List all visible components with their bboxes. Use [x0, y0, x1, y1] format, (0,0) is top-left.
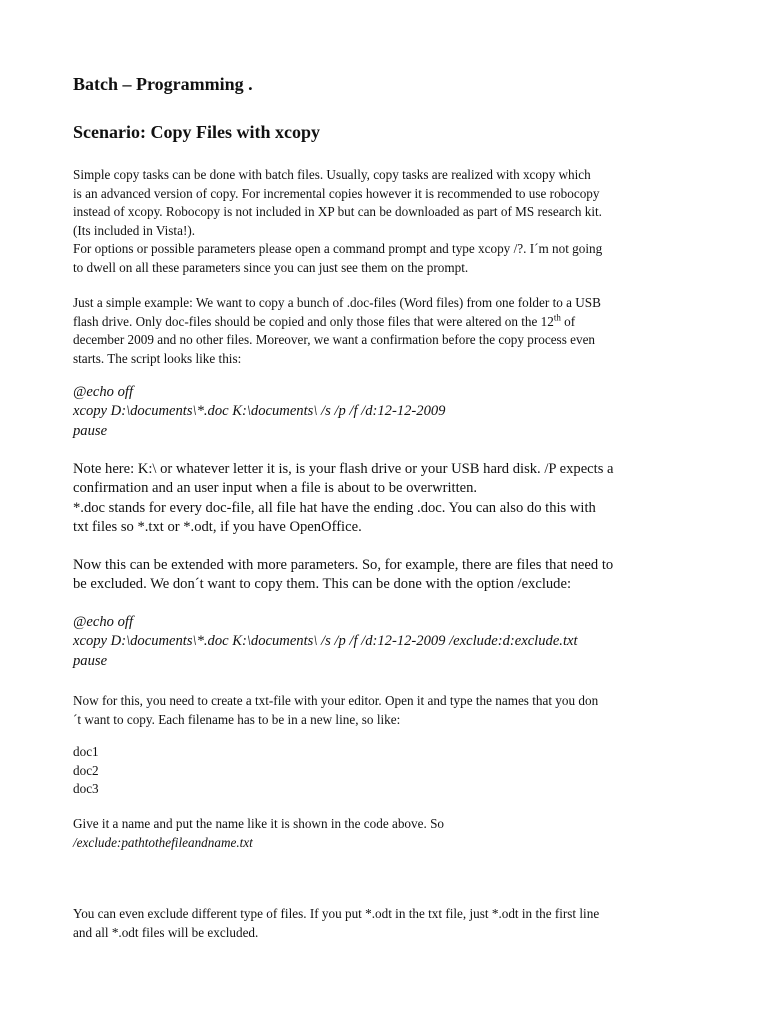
odt-line: and all *.odt files will be excluded.: [73, 924, 259, 940]
doc-list-item: doc3: [73, 781, 99, 796]
example-paragraph: [73, 294, 713, 368]
intro-line: For options or possible parameters please open a command prompt and type xcopy /?. I´m not going: [73, 241, 603, 256]
code-block-1: [73, 383, 713, 441]
example-text: flash drive. Only doc-files should be copied and only those files that were altered on the 12: [73, 313, 554, 329]
doc-list: [73, 743, 713, 799]
document-title: Batch – Programming .: [73, 74, 253, 94]
odt-paragraph: [73, 905, 713, 942]
note-line: *.doc stands for every doc-file, all file hat have the ending .doc. You can also do this with: [73, 499, 596, 516]
code-line: pause: [73, 422, 108, 439]
example-line: starts. The script looks like this:: [73, 350, 242, 366]
code-line: @echo off: [73, 384, 134, 400]
intro-paragraph: [73, 166, 713, 277]
txtfile-line: ´t want to copy. Each filename has to be in a new line, so like:: [73, 711, 401, 727]
code-line: xcopy D:\documents\*.doc K:\documents\ /s /p /f /d:12-12-2009: [73, 403, 446, 420]
give-name-paragraph: [73, 815, 713, 852]
example-text: of: [560, 313, 576, 329]
doc-list-item: doc1: [73, 744, 99, 759]
intro-line: Simple copy tasks can be done with batch files. Usually, copy tasks are realized with xcopy which: [73, 167, 591, 182]
code-line: pause: [73, 652, 108, 669]
txtfile-line: Now for this, you need to create a txt-file with your editor. Open it and type the names that you don: [73, 693, 599, 708]
doc-list-item: doc2: [73, 762, 99, 778]
example-line: Just a simple example: We want to copy a bunch of .doc-files (Word files) from one folder to a USB: [73, 295, 601, 310]
note-line: confirmation and an user input when a file is about to be overwritten.: [73, 480, 478, 497]
note-line: Note here: K:\ or whatever letter it is, is your flash drive or your USB hard disk. /P expects a: [73, 461, 614, 477]
note-paragraph: [73, 460, 713, 537]
odt-line: You can even exclude different type of files. If you put *.odt in the txt file, just *.odt in the first line: [73, 906, 600, 921]
give-name-line: Give it a name and put the name like it is shown in the code above. So: [73, 816, 444, 831]
extend-line: be excluded. We don´t want to copy them. This can be done with the option /exclude:: [73, 576, 571, 593]
ordinal-suffix: th: [553, 312, 561, 323]
exclude-path: /exclude:pathtothefileandname.txt: [73, 834, 253, 850]
extend-line: Now this can be extended with more parameters. So, for example, there are files that need to: [73, 557, 614, 573]
example-line: [73, 313, 713, 332]
txtfile-paragraph: [73, 692, 713, 729]
note-line: txt files so *.txt or *.odt, if you have OpenOffice.: [73, 518, 362, 535]
code-block-2: [73, 613, 713, 671]
code-line: xcopy D:\documents\*.doc K:\documents\ /s /p /f /d:12-12-2009 /exclude:d:exclude.txt: [73, 633, 578, 650]
code-line: @echo off: [73, 614, 134, 630]
example-line: december 2009 and no other files. Moreover, we want a confirmation before the copy process even: [73, 332, 596, 347]
intro-line: instead of xcopy. Robocopy is not included in XP but can be downloaded as part of MS research kit.: [73, 204, 602, 219]
scenario-heading: Scenario: Copy Files with xcopy: [73, 122, 320, 142]
intro-line: (Its included in Vista!).: [73, 222, 196, 238]
extend-paragraph: [73, 556, 713, 595]
intro-line: to dwell on all these parameters since you can just see them on the prompt.: [73, 259, 469, 275]
intro-line: is an advanced version of copy. For incremental copies however it is recommended to use robocopy: [73, 185, 600, 201]
